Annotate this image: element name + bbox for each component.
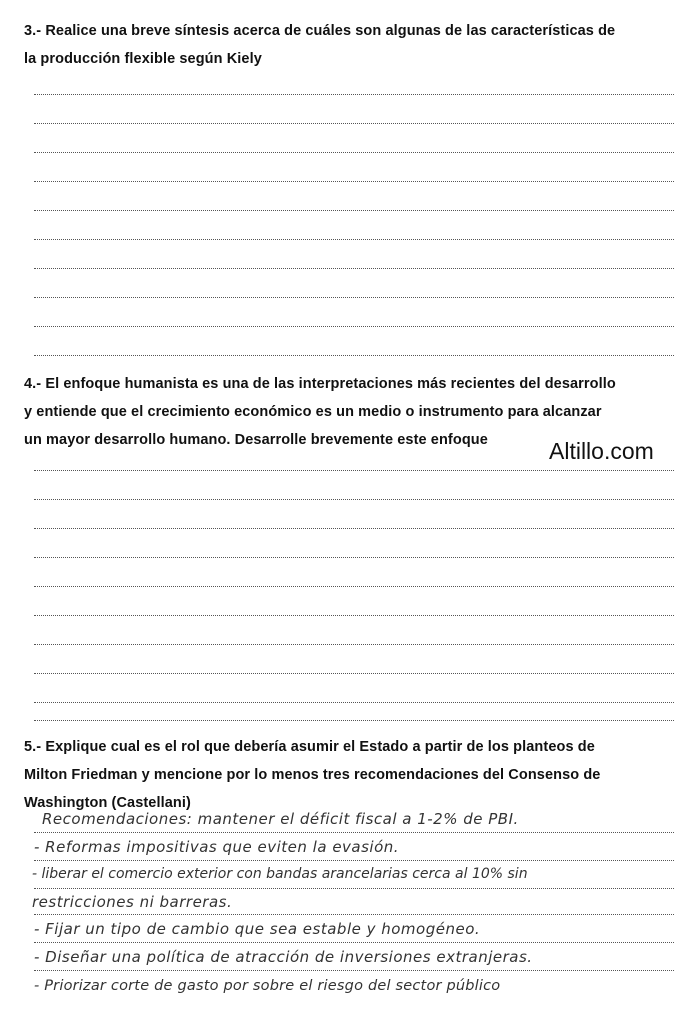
answer-line <box>34 942 674 943</box>
question-3-line-1: 3.- Realice una breve síntesis acerca de cuáles son algunas de las características de <box>24 23 616 39</box>
answer-line <box>34 326 674 327</box>
handwritten-answer-line-1: Recomendaciones: mantener el déficit fiscal a 1-2% de PBI. <box>42 810 519 828</box>
watermark: Altillo.com <box>549 438 654 464</box>
answer-line <box>34 615 674 616</box>
answer-line <box>34 499 674 500</box>
answer-line <box>34 123 674 124</box>
answer-line <box>34 586 674 587</box>
question-3-line-2: la producción flexible según Kiely <box>24 51 262 67</box>
answer-line <box>34 152 674 153</box>
answer-line <box>34 644 674 645</box>
answer-line <box>34 268 674 269</box>
handwritten-answer-line-2: - Reformas impositivas que eviten la evasión. <box>34 838 400 856</box>
answer-line <box>34 888 674 889</box>
question-4-line-1: 4.- El enfoque humanista es una de las interpretaciones más recientes del desarrollo <box>24 376 616 392</box>
handwritten-answer-line-6: - Diseñar una política de atracción de inversiones extranjeras. <box>34 948 533 966</box>
answer-line <box>34 297 674 298</box>
handwritten-answer-line-5: - Fijar un tipo de cambio que sea estable y homogéneo. <box>34 920 481 938</box>
answer-line <box>34 673 674 674</box>
answer-line <box>34 702 674 703</box>
handwritten-answer-line-7: - Priorizar corte de gasto por sobre el riesgo del sector público <box>34 978 501 994</box>
answer-line <box>34 970 674 971</box>
answer-line <box>34 860 674 861</box>
answer-line <box>34 914 674 915</box>
answer-line <box>34 94 674 95</box>
question-5-line-3: Washington (Castellani) <box>24 795 191 811</box>
answer-line <box>34 181 674 182</box>
answer-line <box>34 832 674 833</box>
answer-line <box>34 470 674 471</box>
answer-line <box>34 720 674 721</box>
question-5-line-1: 5.- Explique cual es el rol que debería asumir el Estado a partir de los planteos de <box>24 739 595 755</box>
question-5-line-2: Milton Friedman y mencione por lo menos tres recomendaciones del Consenso de <box>24 767 601 783</box>
question-3 <box>24 17 692 73</box>
handwritten-answer-line-4: restricciones ni barreras. <box>32 893 233 911</box>
question-5 <box>24 733 692 817</box>
answer-line <box>34 210 674 211</box>
question-4-line-3: un mayor desarrollo humano. Desarrolle brevemente este enfoque <box>24 432 488 448</box>
answer-line <box>34 528 674 529</box>
answer-line <box>34 239 674 240</box>
handwritten-answer-line-3: - liberar el comercio exterior con bandas arancelarias cerca al 10% sin <box>32 866 528 882</box>
answer-line <box>34 557 674 558</box>
answer-line <box>34 355 674 356</box>
question-4-line-2: y entiende que el crecimiento económico es un medio o instrumento para alcanzar <box>24 404 602 420</box>
